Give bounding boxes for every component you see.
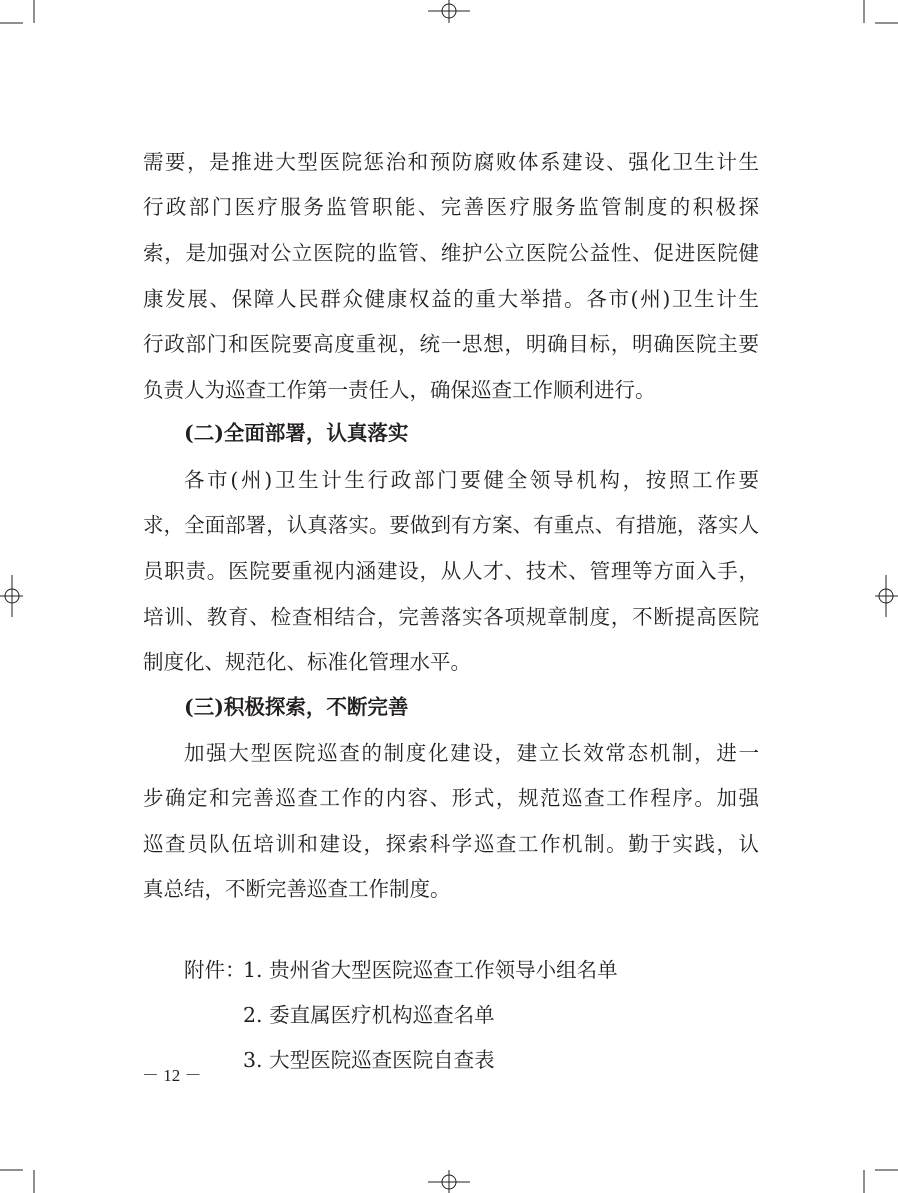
crop-mark-icon (864, 0, 898, 23)
text-line: 需要，是推进大型医院惩治和预防腐败体系建设、强化卫生计生 (143, 150, 759, 174)
text-line: 求，全面部署，认真落实。要做到有方案、有重点、有措施，落实人 (143, 513, 759, 537)
text-line: 真总结，不断完善巡查工作制度。 (143, 877, 451, 901)
registration-mark-icon (0, 575, 23, 617)
text-line: 负责人为巡查工作第一责任人，确保巡查工作顺利进行。 (143, 378, 656, 402)
crop-mark-icon (0, 0, 34, 23)
section-heading: (三)积极探索，不断完善 (184, 695, 409, 719)
text-line: 索，是加强对公立医院的监管、维护公立医院公益性、促进医院健 (143, 241, 759, 265)
text-line: 行政部门医疗服务监管职能、完善医疗服务监管制度的积极探 (143, 195, 759, 219)
text-line: 各市(州)卫生计生行政部门要健全领导机构，按照工作要 (184, 468, 759, 492)
text-line: 加强大型医院巡查的制度化建设，建立长效常态机制，进一 (184, 741, 759, 765)
text-line: 制度化、规范化、标准化管理水平。 (143, 650, 471, 674)
text-line: 康发展、保障人民群众健康权益的重大举措。各市(州)卫生计生 (143, 287, 759, 311)
crop-mark-icon (864, 1170, 898, 1193)
section-heading: (二)全面部署，认真落实 (184, 421, 409, 445)
text-line: 巡查员队伍培训和建设，探索科学巡查工作机制。勤于实践，认 (143, 832, 759, 856)
text-line: 培训、教育、检查相结合，完善落实各项规章制度，不断提高医院 (143, 605, 759, 629)
attachments-label: 附件： (184, 958, 246, 982)
text-line: 员职责。医院要重视内涵建设，从人才、技术、管理等方面入手， (143, 559, 759, 583)
registration-mark-icon (428, 0, 470, 23)
attachment-item: 1. 贵州省大型医院巡查工作领导小组名单 (243, 958, 618, 982)
text-line: 行政部门和医院要高度重视，统一思想，明确目标，明确医院主要 (143, 332, 759, 356)
registration-mark-icon (875, 575, 898, 617)
text-line: 步确定和完善巡查工作的内容、形式，规范巡查工作程序。加强 (143, 786, 759, 810)
crop-mark-icon (0, 1170, 34, 1193)
page-number: － 12 － (142, 1066, 202, 1085)
attachment-item: 2. 委直属医疗机构巡查名单 (243, 1003, 495, 1027)
attachment-item: 3. 大型医院巡查医院自查表 (243, 1048, 495, 1072)
registration-mark-icon (428, 1170, 470, 1193)
